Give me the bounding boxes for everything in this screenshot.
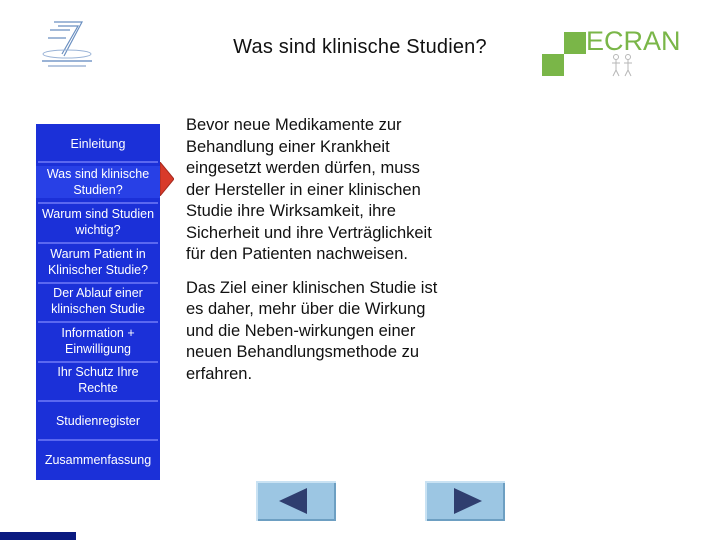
triangle-right-icon: [425, 481, 505, 521]
sidebar-item-was-sind-klinische-studien[interactable]: Was sind klinische Studien?: [36, 166, 160, 198]
sidebar-item-ihr-schutz[interactable]: Ihr Schutz Ihre Rechte: [57, 365, 139, 395]
ecran-logo-text: ECRAN: [586, 26, 681, 56]
sidebar-item-studienregister[interactable]: Studienregister: [55, 414, 141, 428]
content-paragraph-2: Das Ziel einer klinischen Studie ist es daher, mehr über die Wirkung und die Neben-wirkungen einer neuen Behandlungsmethode zu erfahren.: [186, 278, 438, 383]
sidebar-nav: [36, 124, 160, 480]
sidebar-item-ablauf[interactable]: Der Ablauf einer klinischen Studie: [51, 286, 145, 316]
page-title: Was sind klinische Studien?: [233, 36, 487, 58]
triangle-left-icon: [256, 481, 336, 521]
next-button[interactable]: [425, 481, 505, 521]
sidebar-item-warum-patient[interactable]: Warum Patient in Klinischer Studie?: [47, 247, 149, 277]
fp7-logo: [36, 18, 98, 70]
main-content: [186, 115, 446, 397]
prev-button[interactable]: [256, 481, 336, 521]
sidebar-item-warum-sind-studien-wichtig[interactable]: Warum sind Studien wichtig?: [41, 207, 155, 237]
active-item-pointer-icon: [160, 162, 174, 196]
sidebar-item-einleitung[interactable]: Einleitung: [70, 137, 126, 151]
fp7-logo-icon: [36, 18, 98, 70]
ecran-logo-icon: [564, 32, 586, 54]
sidebar-item-information-einwilligung[interactable]: Information + Einwilligung: [61, 326, 135, 356]
bottom-tab: [0, 532, 76, 540]
sidebar-item-zusammenfassung[interactable]: Zusammenfassung: [44, 453, 152, 467]
content-paragraph-1: Bevor neue Medikamente zur Behandlung einer Krankheit eingesetzt werden dürfen, muss der Hersteller in einer klinischen Studie ihre Wirksamkeit, ihre Sicherheit und ihre Verträglichkeit für den Patienten nachweisen.: [186, 116, 432, 263]
